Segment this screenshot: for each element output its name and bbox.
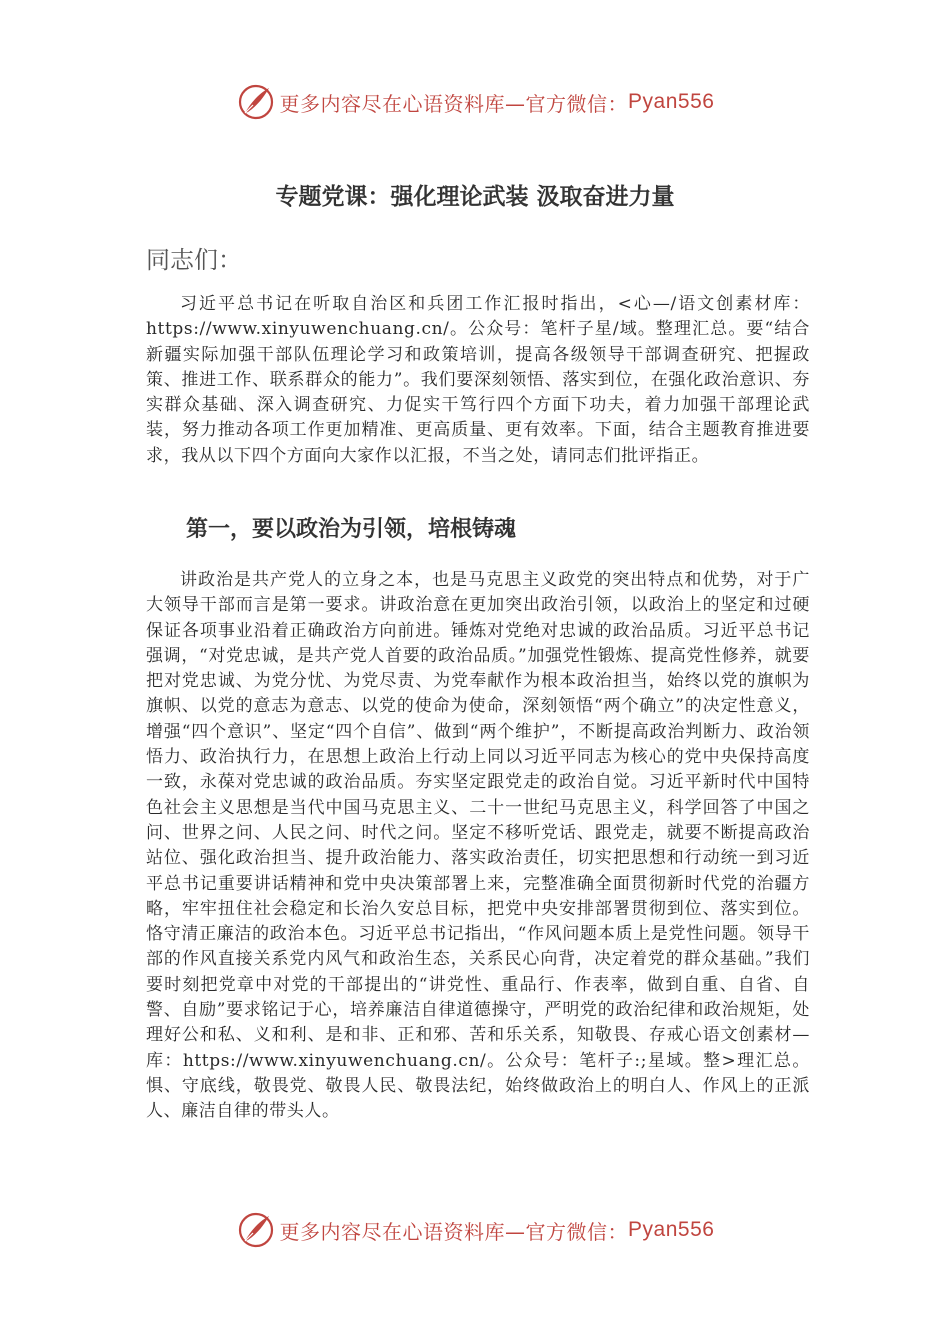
- section1-paragraph: 讲政治是共产党人的立身之本，也是马克思主义政党的突出特点和优势，对于广大领导干部而言是第一要求。讲政治意在更加突出政治引领，以政治上的坚定和过硬保证各项事业沿着正确政治方向前进。锤炼对党绝对忠诚的政治品质。习近平总书记强调，“对党忠诚，是共产党人首要的政治品质。”加强党性锻炼、提高党性修养，就要把对党忠诚、为党分忧、为党尽责、为党奉献作为根本政治担当，始终以党的旗帜为旗帜、以党的意志为意志、以党的使命为使命，深刻领悟“两个确立”的决定性意义，增强“四个意识”、坚定“四个自信”、做到“两个维护”，不断提高政治判断力、政治领悟力、政治执行力，在思想上政治上行动上同以习近平同志为核心的党中央保持高度一致，永葆对党忠诚的政治品质。夯实坚定跟党走的政治自觉。习近平新时代中国特色社会主义思想是当代中国马克思主义、二十一世纪马克思主义，科学回答了中国之问、世界之问、人民之问、时代之问。坚定不移听党话、跟党走，就要不断提高政治站位、强化政治担当、提升政治能力、落实政治责任，切实把思想和行动统一到习近平总书记重要讲话精神和党中央决策部署上来，完整准确全面贯彻新时代党的治疆方略，牢牢扭住社会稳定和长治久安总目标，把党中央安排部署贯彻到位、落实到位。恪守清正廉洁的政治本色。习近平总书记指出，“作风问题本质上是党性问题。领导干部的作风直接关系党内风气和政治生态，关系民心向背，决定着党的群众基础。”我们要时刻把党章中对党的干部提出的“讲党性、重品行、作表率，做到自重、自省、自警、自励”要求铭记于心，培养廉洁自律道德操守，严明党的政治纪律和政治规矩，处理好公和私、义和利、是和非、正和邪、苦和乐关系，知敬畏、存戒心语文创素材—库：https://www.xinyuwenchuang.cn/。公众号：笔杆子:;星域。整>理汇总。惧、守底线，敬畏党、敬畏人民、敬畏法纪，始终做政治上的明白人、作风上的正派人、廉洁自律的带头人。: [146, 570, 810, 1122]
- watermark-text: 更多内容尽在心语资料库—官方微信：: [279, 91, 629, 116]
- watermark-wechat-id: Pyan556: [628, 90, 715, 113]
- quill-pen-logo-icon: [236, 1210, 276, 1250]
- footer-watermark: [0, 1210, 950, 1250]
- intro-paragraph: 习近平总书记在听取自治区和兵团工作汇报时指出，<心—/语文创素材库：https://www.xinyuwenchuang.cn/。公众号：笔杆子星/域。整理汇总。要“结合新疆实际加强干部队伍理论学习和政策培训，提高各级领导干部调查研究、把握政策、推进工作、联系群众的能力”。我们要深刻领悟、落实到位，在强化政治意识、夯实群众基础、深入调查研究、力促实干笃行四个方面下功夫，着力加强干部理论武装，努力推动各项工作更加精准、更高质量、更有效率。下面，结合主题教育推进要求，我从以下四个方面向大家作以汇报，不当之处，请同志们批评指正。: [146, 294, 810, 466]
- watermark-wechat-id: Pyan556: [628, 1218, 715, 1241]
- header-watermark: [0, 82, 950, 122]
- document-title: 专题党课：强化理论武装 汲取奋进力量: [275, 184, 675, 210]
- section-heading-1: 第一，要以政治为引领，培根铸魂: [186, 517, 517, 542]
- watermark-text: 更多内容尽在心语资料库—官方微信：: [279, 1219, 629, 1244]
- salutation: 同志们：: [146, 246, 242, 274]
- quill-pen-logo-icon: [236, 82, 276, 122]
